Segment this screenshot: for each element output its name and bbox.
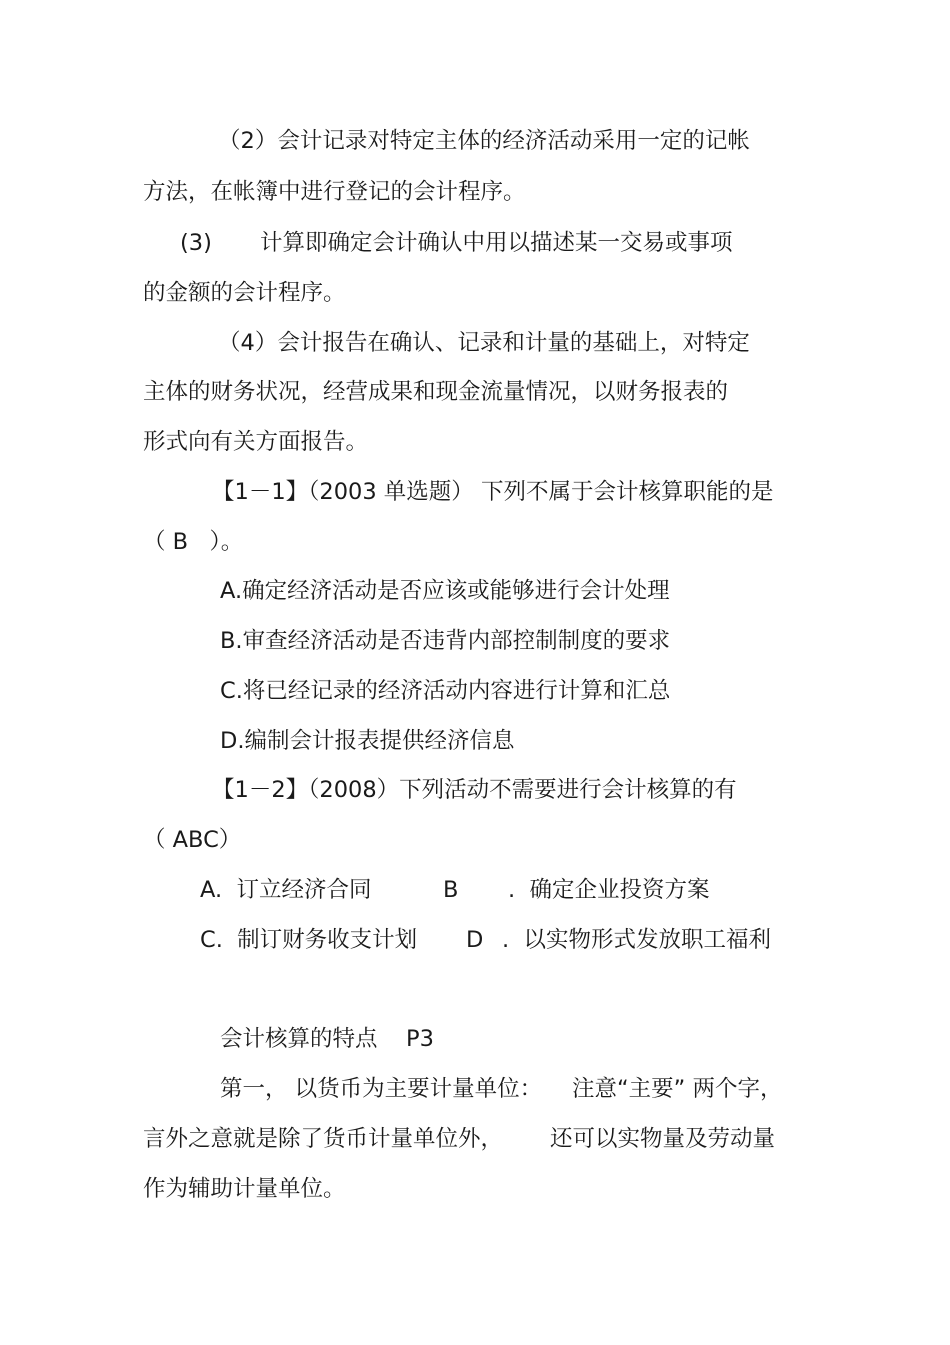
question-2-option-c: C. 制订财务收支计划 (200, 927, 418, 953)
question-2-option-d-letter: D (466, 927, 484, 953)
paragraph-4-line-1: （4）会计报告在确认、记录和计量的基础上，对特定 (218, 330, 750, 356)
question-2-stem-line-1: 【1－2】（2008）下列活动不需要进行会计核算的有 (212, 777, 737, 803)
question-1-option-c: C.将已经记录的经济活动内容进行计算和汇总 (220, 678, 671, 704)
paragraph-3-number: (3) (180, 230, 212, 256)
question-2-option-b-letter: B (443, 877, 459, 903)
question-1-option-d: D.编制会计报表提供经济信息 (220, 728, 515, 754)
features-heading: 会计核算的特点 (220, 1026, 378, 1052)
question-1-stem-line-2: （ B ）。 (143, 529, 244, 555)
features-first-line-1b: 注意“主要” 两个字， (572, 1076, 783, 1102)
paragraph-4-line-2: 主体的财务状况，经营成果和现金流量情况，以财务报表的 (143, 379, 729, 405)
paragraph-3-line-1: 计算即确定会计确认中用以描述某一交易或事项 (260, 230, 733, 256)
question-2-option-d-text: . 以实物形式发放职工福利 (502, 927, 771, 953)
paragraph-2-line-2: 方法，在帐簿中进行登记的会计程序。 (143, 179, 526, 205)
question-1-stem-line-1: 【1－1】（2003 单选题） 下列不属于会计核算职能的是 (212, 479, 774, 505)
question-1-option-b: B.审查经济活动是否违背内部控制制度的要求 (220, 628, 671, 654)
features-first-line-3: 作为辅助计量单位。 (143, 1176, 346, 1202)
question-2-stem-line-2: （ ABC） (143, 827, 242, 853)
features-first-line-2a: 言外之意就是除了货币计量单位外， (143, 1126, 504, 1152)
paragraph-4-line-3: 形式向有关方面报告。 (143, 429, 369, 455)
paragraph-3-line-2: 的金额的会计程序。 (143, 280, 346, 306)
paragraph-2-line-1: （2）会计记录对特定主体的经济活动采用一定的记帐 (218, 128, 750, 154)
question-1-option-a: A.确定经济活动是否应该或能够进行会计处理 (220, 578, 670, 604)
features-page-ref: P3 (406, 1026, 434, 1052)
question-2-option-b-text: . 确定企业投资方案 (508, 877, 710, 903)
features-first-line-2b: 还可以实物量及劳动量 (550, 1126, 776, 1152)
features-first-line-1a: 第一， 以货币为主要计量单位： (220, 1076, 543, 1102)
question-2-option-a: A. 订立经济合同 (200, 877, 372, 903)
